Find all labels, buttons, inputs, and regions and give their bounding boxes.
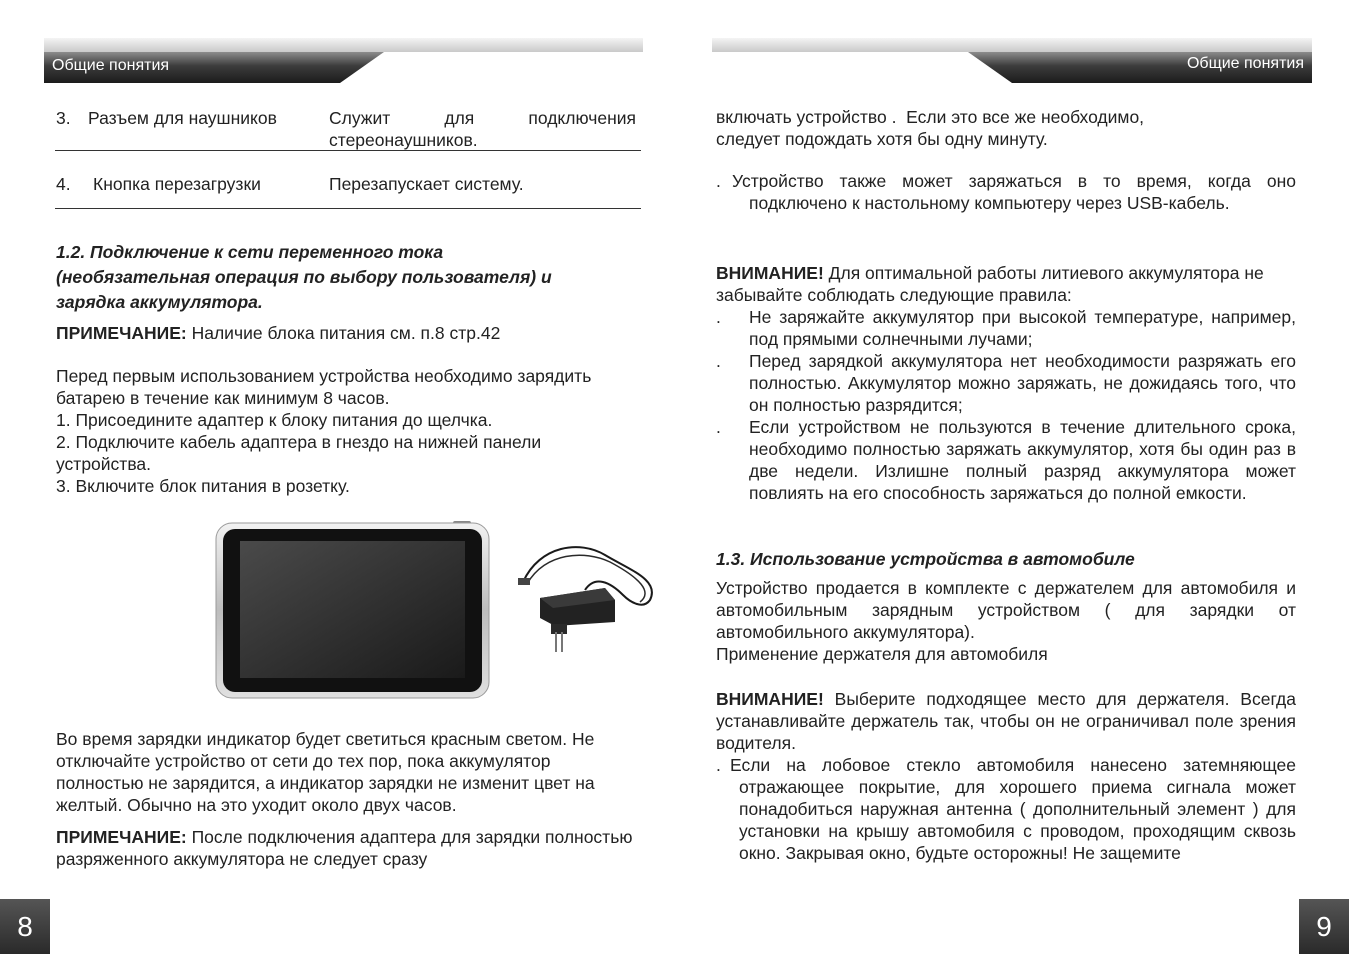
table-row-name: Кнопка перезагрузки bbox=[93, 174, 261, 194]
note-power-supply bbox=[56, 322, 646, 344]
steps-list bbox=[56, 409, 636, 497]
charging-paragraph: Во время зарядки индикатор будет светиться красным светом. Не отключайте устройство от сети до тех пор, пока аккумулятор полностью не зарядится, а индикатор зарядки не изменит цвет на желтый. Обычно на это уходит около двух часов. bbox=[56, 729, 595, 815]
right-header-title: Общие понятия bbox=[1186, 55, 1304, 72]
table-row-num: 4. bbox=[56, 174, 71, 194]
intro-paragraph: Перед первым использованием устройства необходимо зарядить батарею в течение как минимум 8 часов. bbox=[56, 366, 592, 408]
rule-text: Перед зарядкой аккумулятора нет необходимости разряжать его полностью. Аккумулятор можно заряжать, не дожидаясь того, что он полностью разрядится; bbox=[749, 351, 1296, 415]
tablet-device-image bbox=[215, 520, 490, 700]
table-divider bbox=[55, 150, 641, 151]
rule-text: Если устройством не пользуются в течение длительного срока, необходимо полностью заряжать аккумулятор, хотя бы один раз в две недели. Излишне полный разряд аккумулятора может повлиять на его способность заряжаться до полной емкости. bbox=[749, 417, 1296, 503]
list-item bbox=[716, 306, 1296, 350]
note-text: Наличие блока питания см. п.8 стр.42 bbox=[186, 323, 501, 343]
table-divider bbox=[55, 208, 641, 209]
bullet-dot: . bbox=[716, 755, 721, 775]
warning-label: ВНИМАНИЕ! bbox=[716, 263, 824, 283]
step-item: 2. Подключите кабель адаптера в гнездо на нижней панели устройства. bbox=[56, 432, 542, 474]
bullet-dot: . bbox=[716, 307, 721, 327]
section-title-line: 1.2. Подключение к сети переменного тока bbox=[56, 242, 444, 262]
warning-battery bbox=[716, 262, 1298, 306]
holder-line: Применение держателя для автомобиля bbox=[716, 644, 1048, 664]
warning-holder bbox=[716, 688, 1296, 754]
section-title-line: зарядка аккумулятора. bbox=[56, 292, 263, 312]
continuation-text bbox=[716, 106, 1296, 150]
usb-bullet bbox=[716, 170, 1296, 214]
charger-adapter-image bbox=[515, 540, 660, 658]
page-number-left: 8 bbox=[0, 899, 50, 954]
section-title-1-2 bbox=[56, 240, 646, 315]
section-title-line: (необязательная операция по выбору пользователя) и bbox=[56, 267, 552, 287]
page-number-right: 9 bbox=[1299, 899, 1349, 954]
note-label: ПРИМЕЧАНИЕ: bbox=[56, 323, 187, 343]
continuation-line: включать устройство . Если это все же необходимо, bbox=[716, 107, 1145, 127]
rule-text: Не заряжайте аккумулятор при высокой температуре, например, под прямыми солнечными лучами; bbox=[749, 307, 1296, 349]
warning-text: Для оптимальной работы литиевого аккумулятора не забывайте соблюдать следующие правила: bbox=[716, 263, 1264, 305]
bullet-dot: . bbox=[716, 171, 721, 191]
car-paragraph: Устройство продается в комплекте с держателем для автомобиля и автомобильным зарядным устройством ( для зарядки от автомобильного аккумулятора). bbox=[716, 578, 1296, 642]
step-item: 3. Включите блок питания в розетку. bbox=[56, 476, 350, 496]
table-row-desc: Служит для подключения стереонаушников. bbox=[329, 108, 636, 150]
table-row-name: Разъем для наушников bbox=[88, 108, 277, 128]
table-row-num: 3. bbox=[56, 108, 71, 128]
bullet-text: Устройство также может заряжаться в то время, когда оно подключено к настольному компьютеру через USB-кабель. bbox=[732, 171, 1296, 213]
table-row-desc: Перезапускает систему. bbox=[329, 174, 524, 194]
continuation-line: следует подождать хотя бы одну минуту. bbox=[716, 129, 1048, 149]
bullet-dot: . bbox=[716, 417, 721, 437]
step-item: 1. Присоедините адаптер к блоку питания до щелчка. bbox=[56, 410, 493, 430]
section-title-1-3: 1.3. Использование устройства в автомобиле bbox=[716, 549, 1135, 569]
note-after-connect bbox=[56, 826, 636, 870]
note-text: После подключения адаптера для зарядки полностью разряженного аккумулятора не следует сразу bbox=[56, 827, 633, 869]
note-label: ПРИМЕЧАНИЕ: bbox=[56, 827, 187, 847]
bullet-dot: . bbox=[716, 351, 721, 371]
warning-text: Выберите подходящее место для держателя. Всегда устанавливайте держатель так, чтобы он не ограничивал поле зрения водителя. bbox=[716, 689, 1296, 753]
warning-label: ВНИМАНИЕ! bbox=[716, 689, 824, 709]
left-header-bar bbox=[44, 38, 643, 83]
windshield-bullet bbox=[716, 754, 1296, 864]
right-header-bar bbox=[712, 38, 1312, 83]
left-header-title: Общие понятия bbox=[52, 57, 170, 74]
bullet-text: Если на лобовое стекло автомобиля нанесено затемняющее отражающее покрытие, для хорошего приема сигнала может понадобиться наружная антенна ( дополнительный элемент ) для установки на крышу автомобиля с проводом, проходящим сквозь окно. Закрывая окно, будьте осторожны! Не защемите bbox=[730, 755, 1296, 863]
battery-rules-list bbox=[716, 306, 1296, 504]
list-item bbox=[716, 416, 1296, 504]
list-item bbox=[716, 350, 1296, 416]
